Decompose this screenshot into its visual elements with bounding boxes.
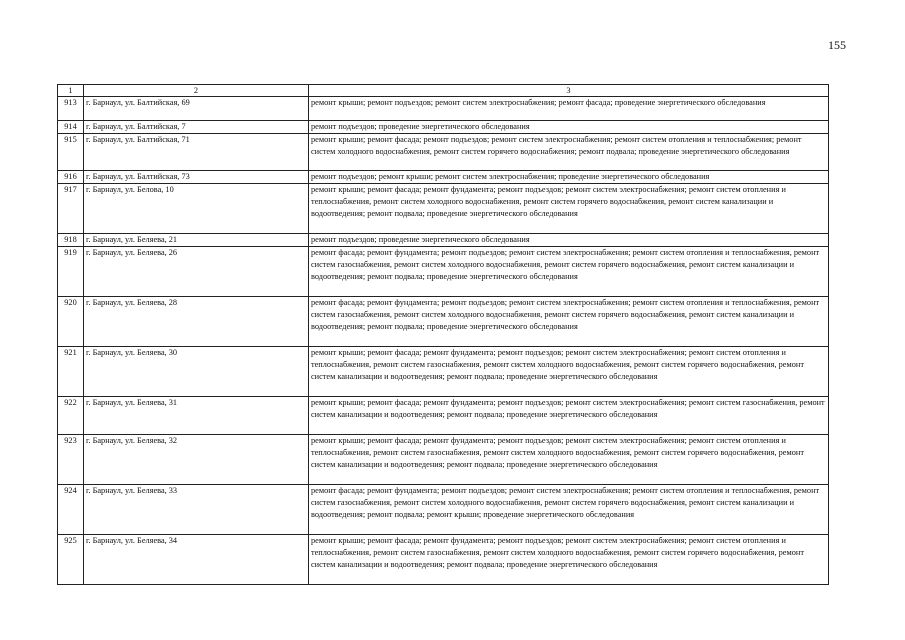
table-row [58, 121, 829, 134]
row-works: ремонт подъездов; проведение энергетического обследования [309, 121, 829, 134]
row-number: 923 [58, 435, 84, 485]
table-row [58, 247, 829, 297]
table-row [58, 535, 829, 585]
repair-table [57, 84, 829, 585]
row-works: ремонт подъездов; проведение энергетического обследования [309, 234, 829, 247]
table-row [58, 297, 829, 347]
row-number: 914 [58, 121, 84, 134]
row-address: г. Барнаул, ул. Балтийская, 69 [84, 97, 309, 121]
row-address: г. Барнаул, ул. Белова, 10 [84, 184, 309, 234]
row-works: ремонт крыши; ремонт фасада; ремонт фундамента; ремонт подъездов; ремонт систем электроснабжения; ремонт систем газоснабжения, ремонт систем канализации и водоотведения; ремонт подвала; проведение энергетического обследования [309, 397, 829, 435]
row-works: ремонт фасада; ремонт фундамента; ремонт подъездов; ремонт систем электроснабжения; ремонт систем отопления и теплоснабжения, ремонт систем газоснабжения, ремонт систем холодного водоснабжения, ремонт систем горячего водоснабжения, ремонт систем канализации и водоотведения; ремонт подвала; ремонт крыши; проведение энергетического обследования [309, 485, 829, 535]
header-col-3: 3 [309, 85, 829, 97]
row-address: г. Барнаул, ул. Беляева, 26 [84, 247, 309, 297]
row-number: 921 [58, 347, 84, 397]
table-row [58, 134, 829, 171]
row-number: 925 [58, 535, 84, 585]
row-works: ремонт крыши; ремонт фасада; ремонт фундамента; ремонт подъездов; ремонт систем электроснабжения; ремонт систем отопления и теплоснабжения, ремонт систем газоснабжения, ремонт систем холодного водоснабжения, ремонт систем горячего водоснабжения, ремонт систем канализации и водоотведения; ремонт подвала; проведение энергетического обследования [309, 347, 829, 397]
table-row [58, 234, 829, 247]
row-address: г. Барнаул, ул. Балтийская, 7 [84, 121, 309, 134]
page-number: 155 [828, 38, 846, 52]
row-address: г. Барнаул, ул. Беляева, 33 [84, 485, 309, 535]
row-address: г. Барнаул, ул. Балтийская, 73 [84, 171, 309, 184]
header-col-1: 1 [58, 85, 84, 97]
row-number: 920 [58, 297, 84, 347]
row-address: г. Барнаул, ул. Беляева, 21 [84, 234, 309, 247]
row-address: г. Барнаул, ул. Балтийская, 71 [84, 134, 309, 171]
header-col-2: 2 [84, 85, 309, 97]
row-works: ремонт крыши; ремонт фасада; ремонт подъездов; ремонт систем электроснабжения; ремонт систем отопления и теплоснабжения; ремонт систем холодного водоснабжения, ремонт систем горячего водоснабжения; ремонт подвала; проведение энергетического обследования [309, 134, 829, 171]
row-works: ремонт фасада; ремонт фундамента; ремонт подъездов; ремонт систем электроснабжения; ремонт систем отопления и теплоснабжения, ремонт систем газоснабжения, ремонт систем холодного водоснабжения, ремонт систем горячего водоснабжения, ремонт систем канализации и водоотведения; ремонт подвала; проведение энергетического обследования [309, 297, 829, 347]
row-works: ремонт подъездов; ремонт крыши; ремонт систем электроснабжения; проведение энергетического обследования [309, 171, 829, 184]
table-row [58, 485, 829, 535]
row-works: ремонт фасада; ремонт фундамента; ремонт подъездов; ремонт систем электроснабжения; ремонт систем отопления и теплоснабжения, ремонт систем газоснабжения, ремонт систем холодного водоснабжения, ремонт систем горячего водоснабжения, ремонт систем канализации и водоотведения; ремонт подвала; проведение энергетического обследования [309, 247, 829, 297]
row-works: ремонт крыши; ремонт фасада; ремонт фундамента; ремонт подъездов; ремонт систем электроснабжения; ремонт систем отопления и теплоснабжения, ремонт систем газоснабжения, ремонт систем холодного водоснабжения, ремонт систем горячего водоснабжения, ремонт систем канализации и водоотведения; ремонт подвала; проведение энергетического обследования [309, 535, 829, 585]
row-number: 924 [58, 485, 84, 535]
table-row [58, 347, 829, 397]
row-number: 919 [58, 247, 84, 297]
row-works: ремонт крыши; ремонт подъездов; ремонт систем электроснабжения; ремонт фасада; проведение энергетического обследования [309, 97, 829, 121]
row-works: ремонт крыши; ремонт фасада; ремонт фундамента; ремонт подъездов; ремонт систем электроснабжения; ремонт систем отопления и теплоснабжения, ремонт систем газоснабжения, ремонт систем холодного водоснабжения, ремонт систем горячего водоснабжения, ремонт систем канализации и водоотведения; ремонт подвала; проведение энергетического обследования [309, 435, 829, 485]
table-row [58, 97, 829, 121]
row-address: г. Барнаул, ул. Беляева, 28 [84, 297, 309, 347]
row-number: 913 [58, 97, 84, 121]
table-row [58, 435, 829, 485]
table-row [58, 397, 829, 435]
row-address: г. Барнаул, ул. Беляева, 30 [84, 347, 309, 397]
header-row [58, 85, 829, 97]
row-number: 916 [58, 171, 84, 184]
row-address: г. Барнаул, ул. Беляева, 34 [84, 535, 309, 585]
row-number: 915 [58, 134, 84, 171]
row-number: 922 [58, 397, 84, 435]
row-address: г. Барнаул, ул. Беляева, 32 [84, 435, 309, 485]
row-number: 917 [58, 184, 84, 234]
table-row [58, 171, 829, 184]
row-address: г. Барнаул, ул. Беляева, 31 [84, 397, 309, 435]
row-number: 918 [58, 234, 84, 247]
table-row [58, 184, 829, 234]
row-works: ремонт крыши; ремонт фасада; ремонт фундамента; ремонт подъездов; ремонт систем электроснабжения; ремонт систем отопления и теплоснабжения, ремонт систем холодного водоснабжения, ремонт систем горячего водоснабжения, ремонт систем канализации и водоотведения; ремонт подвала; проведение энергетического обследования [309, 184, 829, 234]
